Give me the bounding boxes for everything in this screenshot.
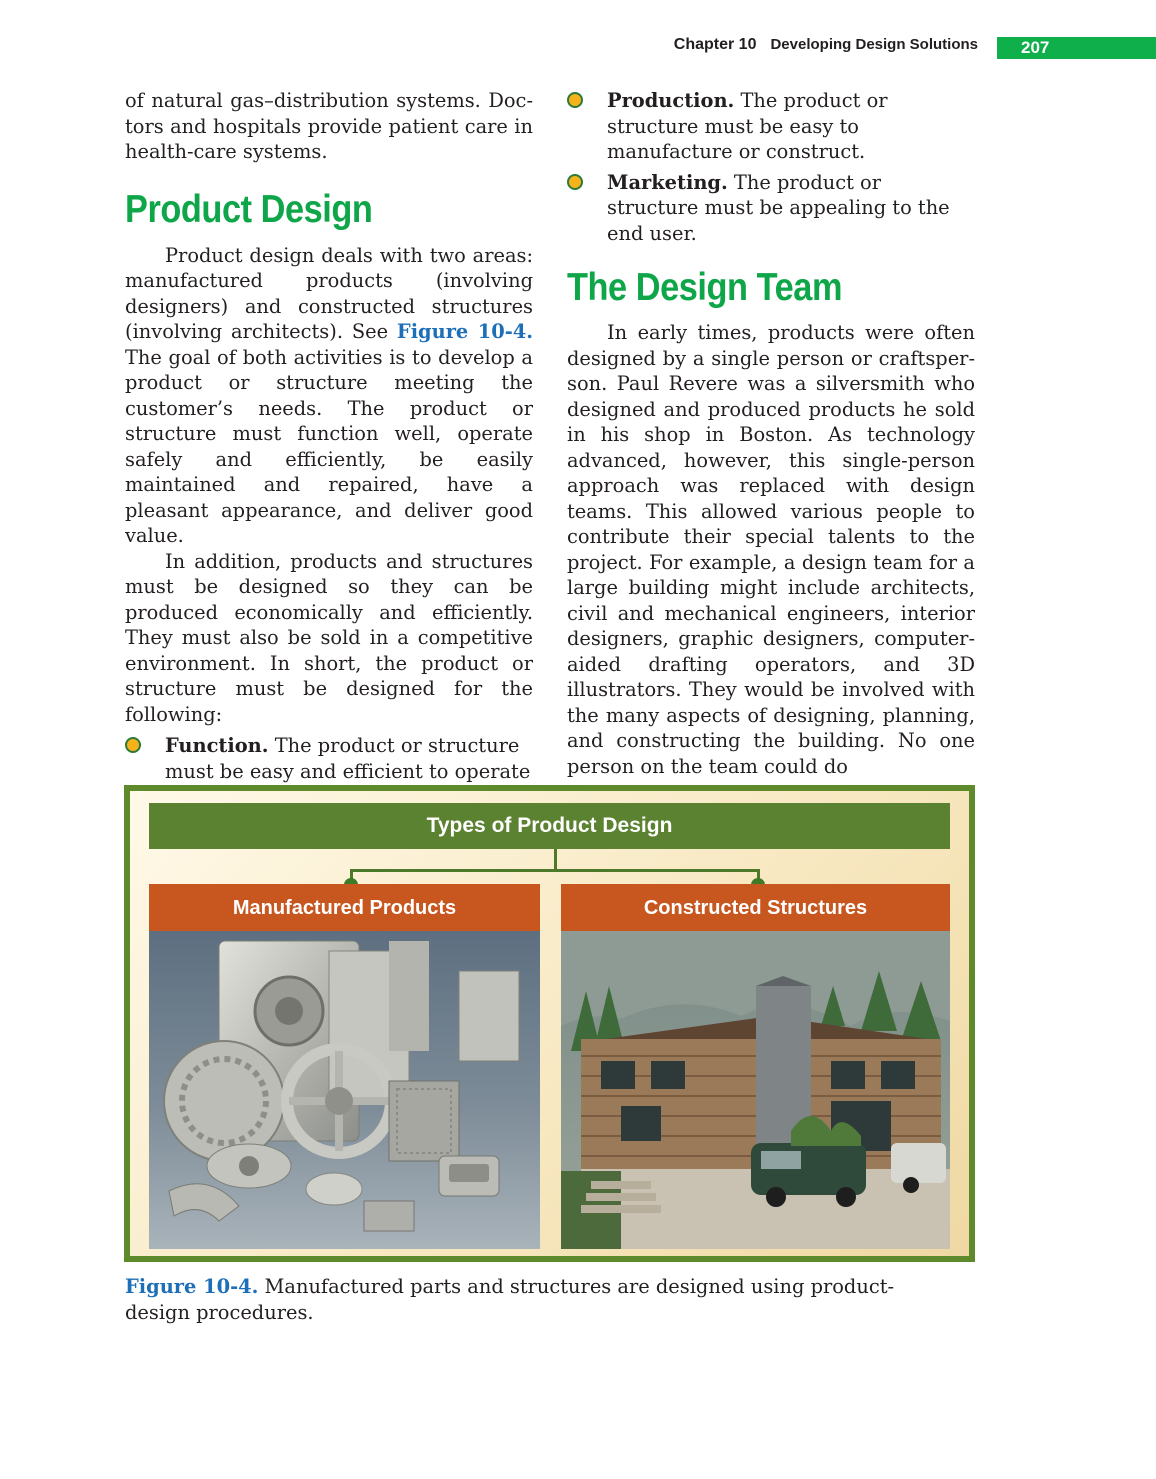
product-design-paragraph-1: [125, 243, 533, 549]
figure-10-4: [124, 785, 975, 1262]
bullet-text: The product or structure must be appealing to the end user.: [607, 170, 950, 245]
bullet-text: The product or structure must be easy and efficient to operate: [165, 734, 531, 783]
left-column: [125, 88, 533, 810]
figure-reference-link[interactable]: Figure 10-4.: [396, 320, 533, 343]
design-criteria-list-continued: [567, 88, 975, 246]
chapter-number: Chapter 10: [673, 36, 757, 53]
manufactured-products-label: Manufactured Products: [149, 884, 540, 931]
figure-caption: [125, 1274, 945, 1325]
bullet-lead: Marketing.: [607, 170, 728, 194]
caption-text: Manufactured parts and structures are designed using product-design procedures.: [125, 1275, 895, 1324]
bullet-circle-icon: [567, 174, 583, 190]
constructed-structures-photo: [561, 931, 950, 1249]
caption-figure-ref: Figure 10-4.: [125, 1275, 259, 1298]
chapter-title: Developing Design Solutions: [770, 36, 978, 53]
section-heading-product-design: Product Design: [125, 187, 373, 231]
section-heading-design-team: The Design Team: [567, 266, 843, 309]
running-header: [640, 36, 978, 54]
bullet-lead: Function.: [165, 734, 269, 757]
connector-line: [554, 849, 557, 871]
bullet-lead: Production.: [607, 89, 735, 112]
paragraph-text: The goal of both activities is to develop a product or structure meeting the customer’s needs. The product or structure must function well, operate safely and efficiently, be easily maintained and repaired, have a pleasant appearance, and deliver good value.: [125, 345, 533, 547]
list-item-production: [567, 88, 975, 165]
design-team-paragraph: In early times, products were often designed by a single person or craftsperson. Paul Revere was a silversmith who designed and produced products he sold in his shop in Boston. As technology advanced, however, this single-person approach was replaced with design teams. This allowed various people to contribute their special talents to the project. For example, a design team for a large building might include architects, civil and mechanical engineers, interior designers, graphic designers, computer-aided drafting operators, and 3D illustrators. They would be involved with the many aspects of designing, planning, and constructing the building. No one person on the team could do: [567, 321, 975, 778]
bullet-text: The product or structure must be easy to manufacture or construct.: [607, 89, 888, 163]
intro-paragraph: of natural gas–distribution systems. Doctors and hospitals provide patient care in health-care systems.: [125, 89, 533, 163]
log-lodge-icon: [561, 931, 950, 1249]
right-column: [567, 88, 975, 779]
connector-line: [350, 869, 760, 872]
list-item-marketing: [567, 170, 975, 247]
product-design-paragraph-2: In addition, products and structures must be designed so they can be produced economically and efficiently. They must also be sold in a competitive environment. In short, the product or structure must be designed for the following:: [125, 549, 533, 726]
constructed-structures-label: Constructed Structures: [561, 884, 950, 931]
page-number: 207: [997, 37, 1156, 59]
manufactured-products-photo: [149, 931, 540, 1249]
cast-metal-parts-icon: [149, 931, 540, 1249]
paragraph-text: Product design deals with two areas: manufactured products (involving designers) and constructed structures (involving architects). See: [125, 243, 533, 343]
figure-title: Types of Product Design: [149, 803, 950, 849]
bullet-circle-icon: [125, 737, 141, 753]
bullet-circle-icon: [567, 92, 583, 108]
